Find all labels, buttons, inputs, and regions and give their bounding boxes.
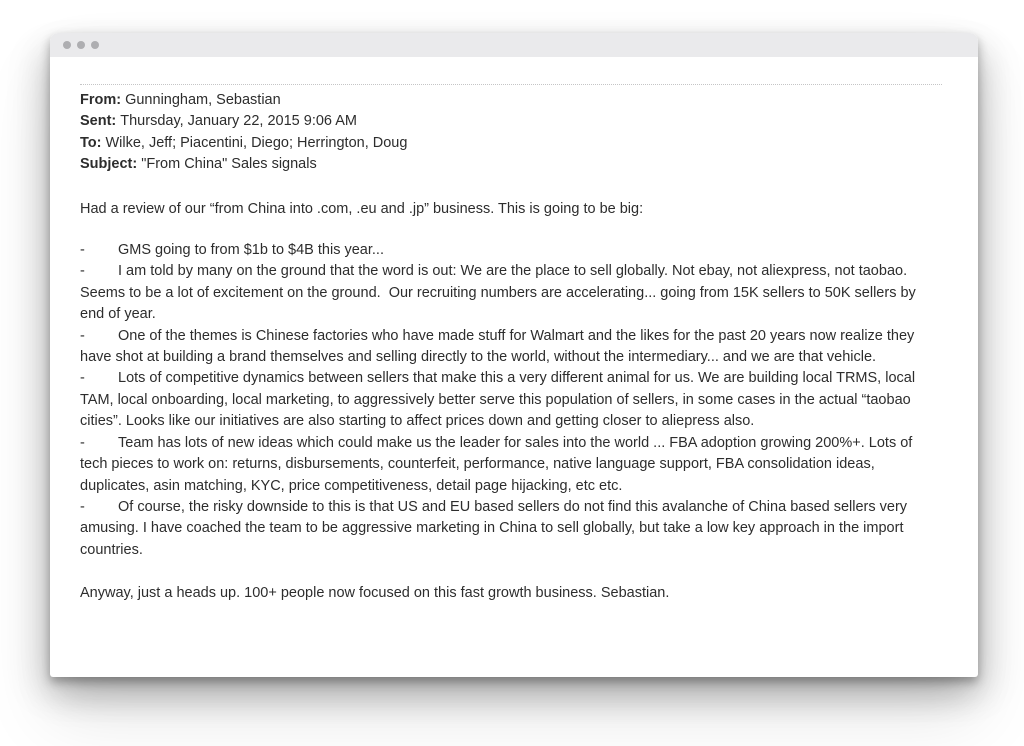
bullet-text: Team has lots of new ideas which could make us the leader for sales into the world ... FBA adoption growing 200%+. Lots of tech pieces to work on: returns, disbursements, counterfeit, performance, native language support, FBA consolidation ideas, duplicates, asin matching, KYC, price competitiveness, detail page hijacking, etc etc. — [80, 434, 917, 494]
header-value: Gunningham, Sebastian — [125, 92, 281, 108]
email-document — [50, 84, 978, 605]
bullet-item — [80, 368, 942, 432]
header-value: Thursday, January 22, 2015 9:06 AM — [120, 113, 357, 130]
email-intro: Had a review of our “from China into .com, .eu and .jp” business. This is going to be big: — [80, 200, 644, 217]
email-header-to — [80, 133, 942, 154]
header-label: From: — [80, 92, 122, 108]
header-value: Wilke, Jeff; Piacentini, Diego; Herrington, Doug — [105, 134, 408, 151]
email-header-from — [80, 90, 942, 111]
email-bullet-list — [80, 240, 942, 561]
bullet-text: I am told by many on the ground that the word is out: We are the place to sell globally. Not ebay, not aliexpress, not taobao. Seems to be a lot of excitement on the ground. Our recruiting numbers are accelerating... going from 15K sellers to 50K sellers by end of year. — [80, 263, 920, 323]
bullet-text: Lots of competitive dynamics between sellers that make this a very different animal for us. We are building local TRMS, local TAM, local onboarding, local marketing, to aggressively better serve this population of sellers, in some cases in the actual “taobao cities”. Looks like our initiatives are also starting to affect prices down and getting closer to aliepress also. — [80, 370, 919, 430]
bullet-marker: - — [80, 498, 85, 515]
header-label: To: — [80, 134, 102, 151]
header-value: "From China" Sales signals — [141, 156, 317, 173]
bullet-marker: - — [80, 242, 85, 259]
bullet-item — [80, 326, 942, 369]
email-header-sent — [80, 111, 942, 132]
window-control-dot-icon[interactable] — [63, 41, 71, 49]
email-header-block — [80, 90, 942, 176]
bullet-item — [80, 261, 942, 325]
bullet-marker: - — [80, 370, 85, 387]
bullet-marker: - — [80, 263, 85, 280]
window-control-dot-icon[interactable] — [91, 41, 99, 49]
email-closing: Anyway, just a heads up. 100+ people now focused on this fast growth business. Sebastian. — [80, 585, 670, 602]
bullet-marker: - — [80, 327, 85, 344]
bullet-item — [80, 433, 942, 497]
email-header-subject — [80, 154, 942, 175]
bullet-text: GMS going to from $1b to $4B this year... — [118, 242, 384, 259]
window-titlebar — [50, 33, 978, 57]
bullet-marker: - — [80, 434, 85, 451]
header-label: Subject: — [80, 156, 138, 173]
header-divider — [80, 84, 942, 85]
header-label: Sent: — [80, 113, 117, 130]
document-window — [50, 33, 978, 677]
window-control-dot-icon[interactable] — [77, 41, 85, 49]
bullet-item — [80, 497, 942, 561]
bullet-item — [80, 240, 942, 261]
bullet-text: Of course, the risky downside to this is that US and EU based sellers do not find this avalanche of China based sellers very amusing. I have coached the team to be aggressive marketing in China to sell globally, but take a low key approach in the import countries. — [80, 498, 912, 558]
bullet-text: One of the themes is Chinese factories who have made stuff for Walmart and the likes for the past 20 years now realize they have shot at building a brand themselves and selling directly to the world, without the intermediary... and we are that vehicle. — [80, 327, 919, 366]
